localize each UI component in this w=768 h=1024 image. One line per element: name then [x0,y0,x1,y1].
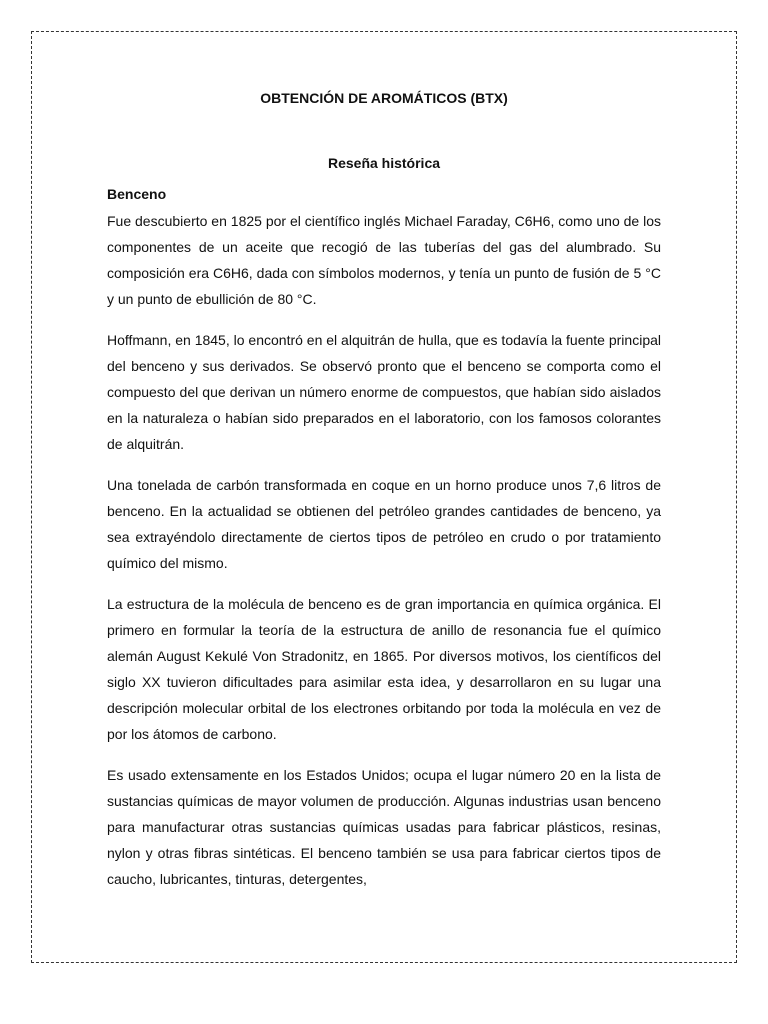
document-body [107,88,661,892]
paragraph: Es usado extensamente en los Estados Unidos; ocupa el lugar número 20 en la lista de sustancias químicas de mayor volumen de producción. Algunas industrias usan benceno para manufacturar otras sustancias químicas usadas para fabricar plásticos, resinas, nylon y otras fibras sintéticas. El benceno también se usa para fabricar ciertos tipos de caucho, lubricantes, tinturas, detergentes, [107,767,661,887]
paragraph: Fue descubierto en 1825 por el científico inglés Michael Faraday, C6H6, como uno de los componentes de un aceite que recogió de las tuberías del gas del alumbrado. Su composición era C6H6, dada con símbolos modernos, y tenía un punto de fusión de 5 °C y un punto de ebullición de 80 °C. [107,213,661,307]
document-title: OBTENCIÓN DE AROMÁTICOS (BTX) [260,90,508,106]
paragraph: Una tonelada de carbón transformada en coque en un horno produce unos 7,6 litros de benceno. En la actualidad se obtienen del petróleo grandes cantidades de benceno, ya sea extrayéndolo directamente de ciertos tipos de petróleo en crudo o por tratamiento químico del mismo. [107,477,661,571]
document-subtitle: Reseña histórica [327,155,441,171]
section-heading-benceno: Benceno [107,186,167,202]
paragraph: Hoffmann, en 1845, lo encontró en el alquitrán de hulla, que es todavía la fuente principal del benceno y sus derivados. Se observó pronto que el benceno se comporta como el compuesto del que derivan un número enorme de compuestos, que habían sido aislados en la naturaleza o habían sido preparados en el laboratorio, con los famosos colorantes de alquitrán. [107,332,661,452]
paragraph: La estructura de la molécula de benceno es de gran importancia en química orgánica. El primero en formular la teoría de la estructura de anillo de resonancia fue el químico alemán August Kekulé Von Stradonitz, en 1865. Por diversos motivos, los científicos del siglo XX tuvieron dificultades para asimilar esta idea, y desarrollaron en su lugar una descripción molecular orbital de los electrones orbitando por toda la molécula en vez de por los átomos de carbono. [107,596,661,742]
